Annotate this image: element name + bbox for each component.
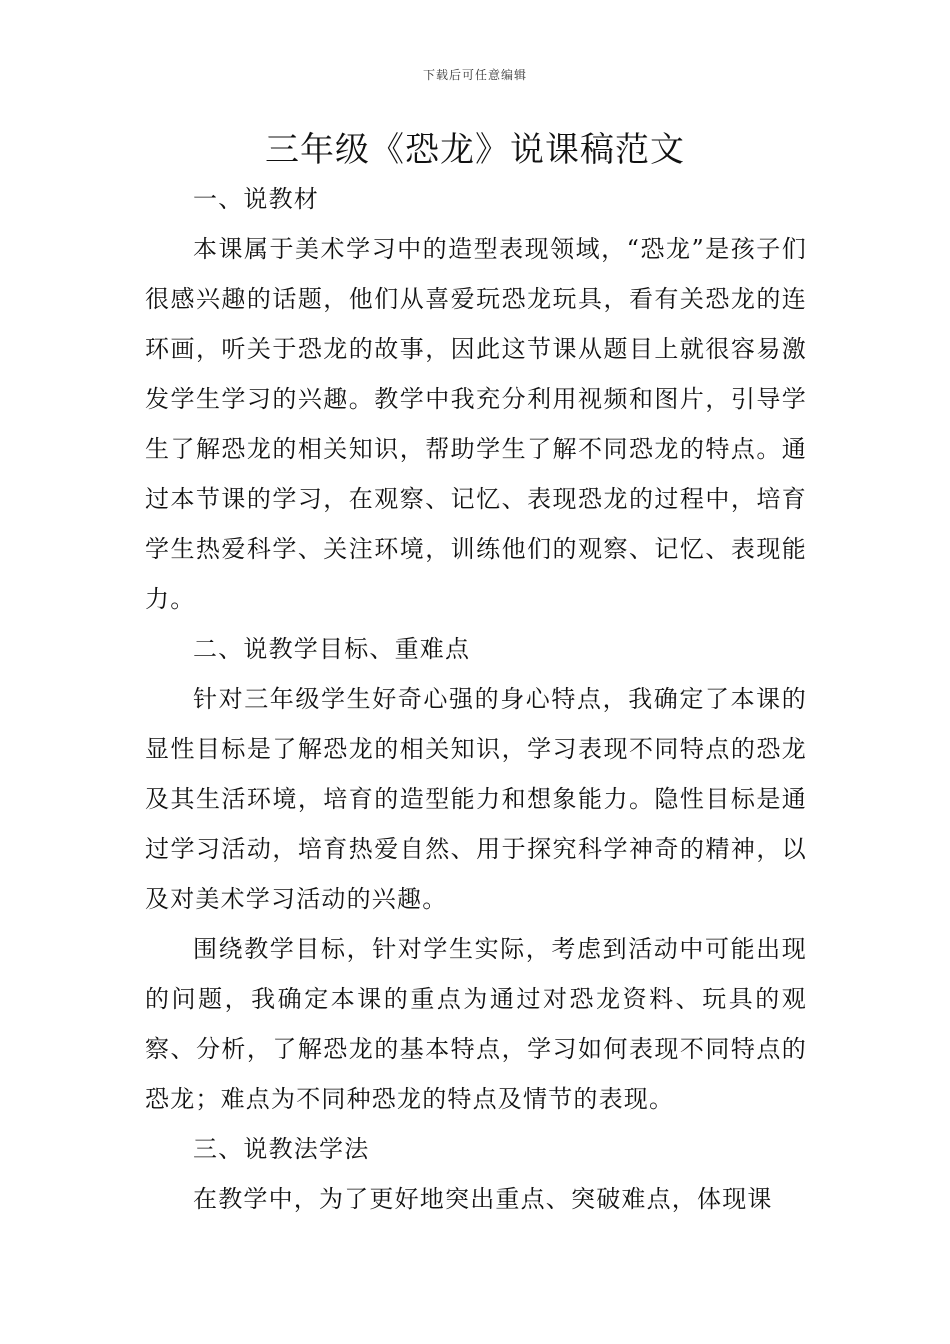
section-objectives [145,624,807,1124]
paragraph: 围绕教学目标，针对学生实际，考虑到活动中可能出现的问题，我确定本课的重点为通过对恐龙资料、玩具的观察、分析，了解恐龙的基本特点，学习如何表现不同特点的恐龙；难点为不同种恐龙的特点及情节的表现。 [145,935,807,1113]
section-textbook [145,174,807,624]
section-heading: 一、说教材 [193,185,319,213]
header-note: 下载后可任意编辑 [422,68,527,82]
document-body [145,174,807,1224]
section-methods [145,1124,807,1224]
paragraph: 针对三年级学生好奇心强的身心特点，我确定了本课的显性目标是了解恐龙的相关知识，学习表现不同特点的恐龙及其生活环境，培育的造型能力和想象能力。隐性目标是通过学习活动，培育热爱自然、用于探究科学神奇的精神，以及对美术学习活动的兴趣。 [145,685,807,913]
paragraph: 在教学中，为了更好地突出重点、突破难点，体现课 [193,1185,773,1213]
paragraph: 本课属于美术学习中的造型表现领域，“恐龙”是孩子们很感兴趣的话题，他们从喜爱玩恐龙玩具，看有关恐龙的连环画，听关于恐龙的故事，因此这节课从题目上就很容易激发学生学习的兴趣。教学中我充分利用视频和图片，引导学生了解恐龙的相关知识，帮助学生了解不同恐龙的特点。通过本节课的学习，在观察、记忆、表现恐龙的过程中，培育学生热爱科学、关注环境，训练他们的观察、记忆、表现能力。 [145,235,807,613]
document-title: 三年级《恐龙》说课稿范文 [265,130,685,170]
section-heading: 二、说教学目标、重难点 [193,635,471,663]
section-heading: 三、说教法学法 [193,1135,370,1163]
